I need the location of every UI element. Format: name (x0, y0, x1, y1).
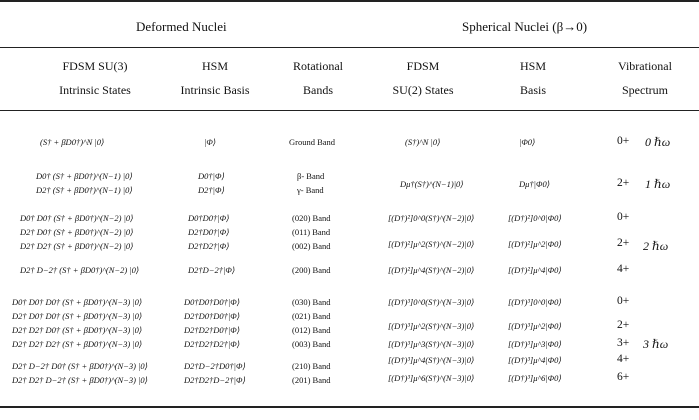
spin-parity: 2+ (617, 237, 630, 249)
band-label: (210) Band (292, 361, 331, 371)
hsm-basis: [(D†)²]μ^4|Φ0⟩ (508, 265, 562, 275)
column-header-line1: Vibrational (618, 59, 672, 73)
band-label: Ground Band (289, 137, 336, 147)
hsm-intrinsic-basis: D0†D0†|Φ⟩ (188, 213, 230, 223)
fdsm-su2-state: [(D†)²]μ^2(S†)^(N−2)|0⟩ (388, 239, 475, 249)
hsm-intrinsic-basis: D0†D0†D0†|Φ⟩ (184, 297, 241, 307)
hsm-basis: |Φ0⟩ (519, 137, 536, 147)
vibrational-quanta: 1 ℏω (645, 177, 671, 191)
fdsm-su3-state: D2† D2† (S† + βD0†)^(N−2) |0⟩ (20, 241, 134, 251)
hsm-basis: [(D†)²]0^0|Φ0⟩ (508, 213, 562, 223)
band-label: (011) Band (292, 227, 331, 237)
hsm-basis: Dμ†|Φ0⟩ (519, 179, 551, 189)
spin-parity: 6+ (617, 371, 630, 383)
band-label: (012) Band (292, 325, 331, 335)
hsm-intrinsic-basis: D0†|Φ⟩ (198, 171, 225, 181)
column-header-line2: SU(2) States (392, 83, 454, 97)
band-label: β- Band (297, 171, 325, 181)
vibrational-quanta: 2 ℏω (643, 239, 669, 253)
spin-parity: 4+ (617, 263, 630, 275)
band-label: (201) Band (292, 375, 331, 385)
column-header-line2: Spectrum (622, 83, 668, 97)
fdsm-su2-state: [(D†)²]0^0(S†)^(N−2)|0⟩ (388, 213, 475, 223)
band-label: (020) Band (292, 213, 331, 223)
column-header-line2: Intrinsic Basis (180, 83, 250, 97)
table-top-rule (0, 0, 699, 2)
fdsm-su2-state: Dμ†(S†)^(N−1)|0⟩ (400, 179, 464, 189)
table-bottom-rule (0, 406, 699, 408)
fdsm-su3-state: D2† D2† D−2† (S† + βD0†)^(N−3) |0⟩ (12, 375, 148, 385)
fdsm-su3-state: D0† D0† (S† + βD0†)^(N−2) |0⟩ (20, 213, 134, 223)
fdsm-su3-state: D2† D2† D2† (S† + βD0†)^(N−3) |0⟩ (12, 339, 143, 349)
spin-parity: 2+ (617, 177, 630, 189)
spin-parity: 0+ (617, 135, 630, 147)
hsm-basis: [(D†)³]μ^4|Φ0⟩ (508, 355, 562, 365)
fdsm-su2-state: [(D†)³]μ^2(S†)^(N−3)|0⟩ (388, 321, 475, 331)
column-header-line1: HSM (201, 59, 228, 73)
band-label: (002) Band (292, 241, 331, 251)
fdsm-su3-state: D2† D−2† (S† + βD0†)^(N−2) |0⟩ (20, 265, 140, 275)
fdsm-su2-state: (S†)^N |0⟩ (405, 137, 441, 147)
header-divider-rule (0, 47, 699, 48)
hsm-basis: [(D†)³]μ^6|Φ0⟩ (508, 373, 562, 383)
spin-parity: 0+ (617, 295, 630, 307)
fdsm-su2-state: [(D†)³]0^0(S†)^(N−3)|0⟩ (388, 297, 475, 307)
spin-parity: 3+ (617, 337, 630, 349)
band-label: (003) Band (292, 339, 331, 349)
deformed-nuclei-header: Deformed Nuclei (136, 19, 227, 34)
spin-parity: 0+ (617, 211, 630, 223)
hsm-intrinsic-basis: |Φ⟩ (204, 137, 217, 147)
hsm-basis: [(D†)²]μ^2|Φ0⟩ (508, 239, 562, 249)
fdsm-su3-state: D2† (S† + βD0†)^(N−1) |0⟩ (36, 185, 133, 195)
hsm-intrinsic-basis: D2†|Φ⟩ (198, 185, 225, 195)
column-header-line2: Basis (519, 83, 546, 97)
fdsm-su2-state: [(D†)³]μ^3(S†)^(N−3)|0⟩ (388, 339, 475, 349)
band-label: (030) Band (292, 297, 331, 307)
vibrational-quanta: 3 ℏω (643, 337, 669, 351)
fdsm-su2-state: [(D†)³]μ^6(S†)^(N−3)|0⟩ (388, 373, 475, 383)
fdsm-su3-state: (S† + βD0†)^N |0⟩ (40, 137, 105, 147)
column-header-rule (0, 110, 699, 111)
hsm-intrinsic-basis: D2†D2†D2†|Φ⟩ (184, 339, 241, 349)
column-header-line2: Intrinsic States (59, 83, 131, 97)
vibrational-quanta: 0 ℏω (645, 135, 671, 149)
band-label: γ- Band (297, 185, 324, 195)
column-header-line1: FDSM SU(3) (62, 59, 128, 73)
fdsm-su3-state: D2† D0† (S† + βD0†)^(N−2) |0⟩ (20, 227, 134, 237)
fdsm-su3-state: D2† D−2† D0† (S† + βD0†)^(N−3) |0⟩ (12, 361, 148, 371)
hsm-basis: [(D†)³]μ^2|Φ0⟩ (508, 321, 562, 331)
fdsm-su2-state: [(D†)³]μ^4(S†)^(N−3)|0⟩ (388, 355, 475, 365)
hsm-basis: [(D†)³]μ^3|Φ0⟩ (508, 339, 562, 349)
hsm-intrinsic-basis: D2†D−2†D0†|Φ⟩ (184, 361, 246, 371)
spherical-nuclei-header: Spherical Nuclei (β→0) (462, 19, 588, 34)
fdsm-su2-state: [(D†)²]μ^4(S†)^(N−2)|0⟩ (388, 265, 475, 275)
hsm-intrinsic-basis: D2†D2†D0†|Φ⟩ (184, 325, 241, 335)
fdsm-su3-state: D0† D0† D0† (S† + βD0†)^(N−3) |0⟩ (12, 297, 143, 307)
spin-parity: 4+ (617, 353, 630, 365)
hsm-intrinsic-basis: D2†D2†|Φ⟩ (188, 241, 230, 251)
fdsm-su3-state: D2† D2† D0† (S† + βD0†)^(N−3) |0⟩ (12, 325, 143, 335)
hsm-intrinsic-basis: D2†D2†D−2†|Φ⟩ (184, 375, 246, 385)
hsm-intrinsic-basis: D2†D−2†|Φ⟩ (188, 265, 236, 275)
hsm-basis: [(D†)³]0^0|Φ0⟩ (508, 297, 562, 307)
fdsm-su3-state: D0† (S† + βD0†)^(N−1) |0⟩ (36, 171, 133, 181)
column-header-line1: FDSM (406, 59, 440, 73)
band-label: (021) Band (292, 311, 331, 321)
hsm-intrinsic-basis: D2†D0†D0†|Φ⟩ (184, 311, 241, 321)
spin-parity: 2+ (617, 319, 630, 331)
hsm-intrinsic-basis: D2†D0†|Φ⟩ (188, 227, 230, 237)
column-header-line2: Bands (303, 83, 333, 97)
column-header-line1: Rotational (293, 59, 343, 73)
fdsm-su3-state: D2† D0† D0† (S† + βD0†)^(N−3) |0⟩ (12, 311, 143, 321)
band-label: (200) Band (292, 265, 331, 275)
column-header-line1: HSM (519, 59, 546, 73)
